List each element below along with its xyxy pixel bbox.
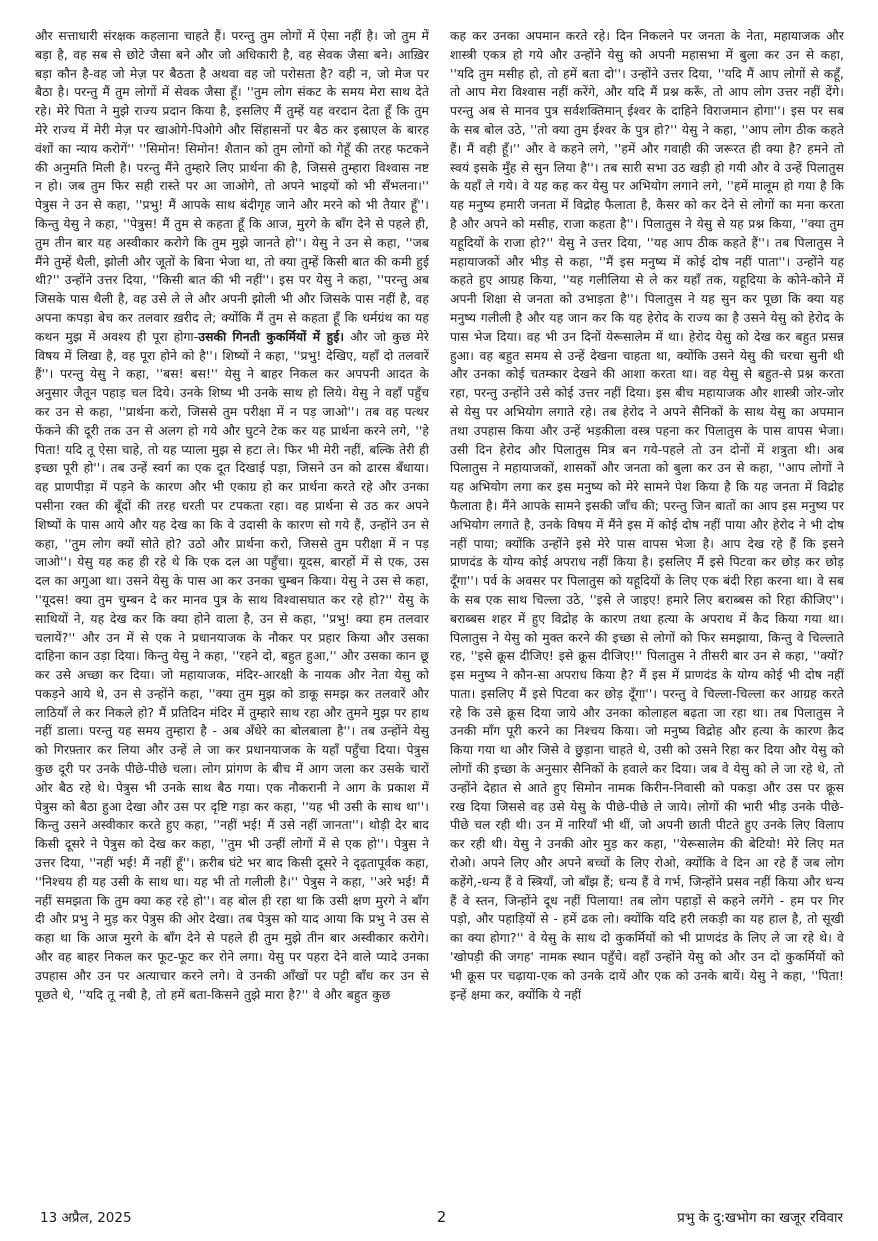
text-columns — [35, 27, 845, 1201]
left-column-text-before-bold: और सत्ताधारी संरक्षक कहलाना चाहते हैं। परन्तु तुम लोगों में ऐसा नहीं है। जो तुम में बड़ा है, वह सब से छोटे जैसा बने और जो अधिकारी है, वह सेवक जैसा बने। आख़िर बड़ा कौन है-वह जो मेज़ पर बैठता है अथवा वह जो परोसता है? वही न, जो मेज पर बैठा है। परन्तु मैं तुम लोगों में सेवक जैसा हूँ। ''तुम लोग संकट के समय मेरा साथ देते रहे। मेरे पिता ने मुझे राज्य प्रदान किया है, इसलिए मैं तुम्हें यह वरदान देता हूँ कि तुम मेरे राज्य में मेरी मेज़ पर खाओगे-पिओगे और सिंहासनों पर बैठ कर इस्राएल के बारह वंशों का न्याय करोगें'' ''सिमोन! सिमोन! शैतान को तुम लोगों को गेहूँ की तरह फटकने की अनुमति मिली है। परन्तु मैंने तुम्हारे लिए प्रार्थना की है, जिससे तुम्हारा विश्वास नष्ट न हो। जब तुम फिर सही रास्ते पर आ जाओगे, तो अपने भाइयों को भी सँभलना।'' पेत्रुस ने उन से कहा, ''प्रभु! मैं आपके साथ बंदीगृह जाने और मरने को भी तैयार हूँ''। किन्तु येसु ने कहा, ''पेत्रुस! मैं तुम से कहता हूँ कि आज, मुरगे के बाँग देने से पहले ही, तुम तीन बार यह अस्वीकार करोगे कि तुम मुझे जानते हो''। येसु ने उन से कहा, ''जब मैंने तुम्हें थैली, झोली और जूतों के बिना भेजा था, तो क्या तुम्हें किसी बात की कमी हुई थी?'' उन्होंने उत्तर दिया, ''किसी बात की भी नहीं''। इस पर येसु ने कहा, ''परन्तु अब जिसके पास थैली है, वह उसे ले ले और अपनी झोली भी और जिसके पास नहीं है, वह अपना कपड़ा बेच कर तलवार ख़रीद ले; क्योंकि मैं तुम से कहता हूँ कि धर्मग्रंथ का यह कथन मुझ में अवश्य ही पूरा होगा- — [35, 29, 429, 344]
left-column-text-after-bold: और जो कुछ मेरे विषय में लिखा है, वह पूरा होने को है''। शिष्यों ने कहा, ''प्रभु! देखिए, यहाँ दो तलवारें हैं''। परन्तु येसु ने कहा, ''बस! बस!'' येसु ने बाहर निकल कर अपपनी आदत के अनुसार जैतून पहाड़ चल दिये। उनके शिष्य भी उनके साथ हो लिये। येसु ने वहाँ पहुँच कर उन से कहा, ''प्रार्थना करो, जिससे तुम परीक्षा में न पड़ जाओ''। तब वह पत्थर फेंकने की दूरी तक उन से अलग हो गये और घुटने टेक कर यह प्रार्थना करने लगे, ''हे पिता! यदि तू ऐसा चाहे, तो यह प्याला मुझ से हटा ले। फिर भी मेरी नहीं, बल्कि तेरी ही इच्छा पूरी हो''। तब उन्हें स्वर्ग का एक दूत दिखाई पड़ा, जिसने उन को ढारस बँधाया। वह प्राणपीड़ा में पड़ने के कारण और भी एकाग्र हो कर प्रार्थना करते रहे और उनका पसीना रक्त की बूँदों की तरह धरती पर टपकता रहा। वह प्रार्थना से उठ कर अपने शिष्यों के पास आये और यह देख का कि वे उदासी के कारण सो गये हैं, उन्होंने उन से कहा, ''तुम लोग क्यों सोते हो? उठो और प्रार्थना करो, जिससे तुम परीक्षा में न पड़ जाओ''। येसु यह कह ही रहे थे कि एक दल आ पहुँचा। यूदस, बारहों में से एक, उस दल का अगुआ था। उसने येसु के पास आ कर उनका चुम्बन किया। येसु ने उस से कहा, ''यूदस! क्या तुम चुम्बन दे कर मानव पुत्र के साथ विश्वासघात कर रहे हो?'' येसु के साथियों ने, यह देख कर कि क्या होने वाला है, उन से कहा, ''प्रभु! क्या हम तलवार चलायें?'' और उन में से एक ने प्रधानयाजक के नौकर पर प्रहार किया और उसका दाहिना कान उड़ा दिया। किन्तु येसु ने कहा, ''रहने दो, बहुत हुआ,'' और उसका कान छू कर उसे अच्छा कर दिया। जो महायाजक, मंदिर-आरक्षी के नायक और नेता येसु को पकड़ने आये थे, उन से उन्होंने कहा, ''क्या तुम मुझ को डाकू समझ कर तलवारें और लाठियाँ ले कर निकले हो? मैं प्रतिदिन मंदिर में तुम्हारे साथ रहा और तुमने मुझ पर हाथ नहीं डाला। परन्तु यह समय तुम्हारा है - अब अँधेरे का बोलबाला है''। तब उन्होंने येसु को गिरफ़्तार कर लिया और उन्हें ले जा कर प्रधानयाजक के यहाँ पहुँचा दिया। पेत्रुस कुछ दूरी पर उनके पीछे-पीछे चला। लोग प्रांगण के बीच में आग जला कर उसके चारों ओर बैठ रहे थे। पेत्रुस भी उनके साथ बैठ गया। एक नौकरानी ने आग के प्रकाश में पेत्रुस को बैठा हुआ देखा और उस पर दृष्टि गड़ा कर कहा, ''यह भी उसी के साथ था''। किन्तु उसने अस्वीकार करते हुए कहा, ''नहीं भई! मैं उसे नहीं जानता''। थोड़ी देर बाद किसी दूसरे ने पेत्रुस को देख कर कहा, ''तुम भी उन्हीं लोगों में से एक हो''। पेत्रुस ने उत्तर दिया, ''नहीं भई! मैं नहीं हूँ''। क़रीब घंटे भर बाद किसी दूसरे ने दृढ़तापूर्वक कहा, ''निश्चय ही यह उसी के साथ था। यह भी तो गलीली है।'' पेत्रुस ने कहा, ''अरे भई! मैं नहीं समझता कि तुम क्या कह रहे हो''। वह बोल ही रहा था कि उसी क्षण मुरगे ने बाँग दी और प्रभु ने मुड़ कर पेत्रुस की ओर देखा। तब पेत्रुस को याद आया कि प्रभु ने उस से कहा था कि आज मुरगे के बाँग देने से पहले ही तुम मुझे तीन बार अस्वीकार करोगे। और वह बाहर निकल कर फूट-फूट कर रोने लगा। येसु पर पहरा देने वाले प्यादे उनका उपहास और उन पर अत्याचार करने लगे। वे उनकी आँखों पर पट्टी बाँध कर उन से पूछते थे, ''यदि तू नबी है, तो हमें बता-किसने तुझे मारा है?'' वे और बहुत कुछ — [35, 329, 429, 1002]
footer-page-number: 2 — [436, 1208, 447, 1226]
right-column-text: कह कर उनका अपमान करते रहे। दिन निकलने पर जनता के नेता, महायाजक और शास्त्री एकत्र हो गये और उन्होंने येसु को अपनी महासभा में बुला कर उन से कहा, ''यदि तुम मसीह हो, तो हमें बता दो''। उन्होंने उत्तर दिया, ''यदि मैं आप लोगों से कहूँ, तो आप मेरा विश्वास नहीं करेंगे, और यदि मैं प्रश्न करूँ, तो आप लोग उत्तर नहीं देंगे। परन्तु अब से मानव पुत्र सर्वशक्तिमान् ईश्वर के दाहिने विराजमान होगा''। इस पर सब के सब बोल उठे, ''तो क्या तुम ईश्वर के पुत्र हो?'' येसु ने कहा, ''आप लोग ठीक कहते हैं। मैं वही हूँ।'' और वे कहने लगे, ''हमें और गवाही की जरूरत ही क्या है? हमने तो स्वयं इसके मुँह से सुन लिया है''। तब सारी सभा उठ खड़ी हो गयी और वे उन्हें पिलातुस के यहाँ ले गये। वे यह कह कर येसु पर अभियोग लगाने लगे, ''हमें मालूम हो गया है कि यह मनुष्य हमारी जनता में विद्रोह फैलाता है, कैसर को कर देने से लोगों का मना करता है और अपने को मसीह, राजा कहता है''। पिलातुस ने येसु से यह प्रश्न किया, ''क्या तुम यहूदियों के राजा हो?'' येसु ने उत्तर दिया, ''यह आप ठीक कहते हैं''। तब पिलातुस ने महायाजकों और भीड़ से कहा, ''मैं इस मनुष्य में कोई दोष नहीं पाता''। उन्होंने यह कहते हुए आग्रह किया, ''यह गलीलिया से ले कर यहाँ तक, यहूदिया के कोने-कोने में अपनी शिक्षा से जनता को उभाड़ता है''। पिलातुस ने यह सुन कर पूछा कि क्या यह मनुष्य गलीली है और यह जान कर कि यह हेरोद के राज्य का है उसने येसु को हेरोद के पास भेज दिया। वह भी उन दिनों येरूसालेम में था। हेरोद येसु को देख कर बहुत प्रसन्न हुआ। वह बहुत समय से उन्हें देखना चाहता था, क्योंकि उसने येसु की चरचा सुनी थी और उनका कोई चतम्कार देखने की आशा करता था। वह येसु से बहुत-से प्रश्न करता रहा, परन्तु उन्होंने उसे कोई उत्तर नहीं दिया। इस बीच महायाजक और शास्त्री जोर-जोर से येसु पर अभियोग लगाते रहे। तब हेरोद ने अपने सैनिकों के साथ येसु का अपमान तथा उपहास किया और उन्हें भड़कीला वस्त्र पहना कर पिलातुस के पास वापस भेजा। उसी दिन हेरोद और पिलातुस मित्र बन गये-पहले तो उन दोनों में शत्रुता थी। अब पिलातुस ने महायाजकों, शासकों और जनता को बुला कर उन से कहा, ''आप लोगों ने यह अभियोग लगा कर इस मनुष्य को मेरे सामने पेश किया है कि यह जनता में विद्रोह फैलाता है। मैंने आपके सामने इसकी जाँच की; परन्तु जिन बातों का आप इस मनुष्य पर अभियोग लगाते है, उनके विषय में मैंने इस में कोई दोष नहीं पाया और हेरोद ने भी दोष नहीं पाया; क्योंकि उन्होंने इसे मेरे पास वापस भेजा है। आप देख रहे हैं कि इसने प्राणदंड के योग्य कोई अपराध नहीं किया है। इसलिए मैं इसे पिटवा कर छोड़ कर छोड़ दूँगा''। पर्व के अवसर पर पिलातुस को यहूदियों के लिए एक बंदी रिहा करना था। वे सब के सब एक साथ चिल्ला उठे, ''इसे ले जाइए! हमारे लिए बराब्बस को रिहा कीजिए''। बराब्बस शहर में हुए विद्रोह के कारण तथा हत्या के अपराध में कैद किया गया था। पिलातुस ने येसु को मुक्त करने की इच्छा से लोगों को फिर समझाया, किन्तु वे चिल्लाते रह, ''इसे क्रूस दीजिए! इसे क्रूस दीजिए!'' पिलातुस ने तीसरी बार उन से कहा, ''क्यों? इस मनुष्य ने कौन-सा अपराध किया है? मैं इस में प्राणदंड के योग्य कोई भी दोष नहीं पाता। इसलिए मैं इसे पिटवा कर छोड़ दूँगा''। परन्तु वे चिल्ला-चिल्ला कर आग्रह करते रहे कि उसे क्रूस दिया जाये और उनका कोलाहल बढ़ता जा रहा था। तब पिलातुस ने उनकी माँग पूरी करने का निश्चय किया। जो मनुष्य विद्रोह और हत्या के कारण क़ैद किया गया था और जिसे वे छुड़ाना चाहते थे, उसी को उसने रिहा कर दिया और येसु को लोगों की इच्छा के अनुसार सैनिकों के हवाले कर दिया। जब वे येसु को ले जा रहे थे, तो उन्होंने देहात से आते हुए सिमोन नामक किरीन-निवासी को पकड़ा और उस पर क्रूस रख दिया जिससे वह उसे येसु के पीछे-पीछे ले जाये। लोगों की भारी भीड़ उनके पीछे-पीछे चल रही थी। उन में नारियाँ भी थीं, जो अपनी छाती पीटते हुए उनके लिए विलाप कर रही थी। येसु ने उनकी ओर मुड़ कर कहा, ''येरूसालेम की बेटियो! मेरे लिए मत रोओ। अपने लिए और अपने बच्चों के लिए रोओ, क्योंकि वे दिन आ रहे हैं जब लोग कहेंगे,-धन्य हैं वे स्त्रियाँ, जो बाँझ हैं; धन्य हैं वे गर्भ, जिन्होंने प्रसव नहीं किया और धन्य हैं वे स्तन, जिन्होंने दूध नहीं पिलाया! तब लोग पहाड़ों से कहने लगेंगे - हम पर गिर पड़ो, और पहाड़ियों से - हमें ढक लो। क्योंकि यदि हरी लकड़ी का यह हाल है, तो सूखी का क्या होगा?'' वे येसु के साथ दो कुकर्मियों को भी प्राणदंड के लिए ले जा रहे थे। वे 'खोपड़ी की जगह' नामक स्थान पहुँचे। वहाँ उन्होंने येसु को और उन दो कुकर्मियों को भी क्रूस पर चढ़ाया-एक को उनके दायें और एक को उनके बायें। येसु ने कहा, ''पिता! इन्हें क्षमा कर, क्योंकि ये नहीं — [450, 29, 844, 1002]
footer-feast-title: प्रभु के दु:खभोग का खजूर रविवार — [677, 1210, 844, 1226]
footer-date: 13 अप्रैल, 2025 — [40, 1210, 132, 1226]
left-column — [35, 27, 429, 1201]
right-column — [450, 27, 844, 1201]
page-footer — [35, 1201, 845, 1229]
left-column-bold-phrase: उसकी गिनती कुकर्मियों में हुई। — [198, 329, 345, 344]
